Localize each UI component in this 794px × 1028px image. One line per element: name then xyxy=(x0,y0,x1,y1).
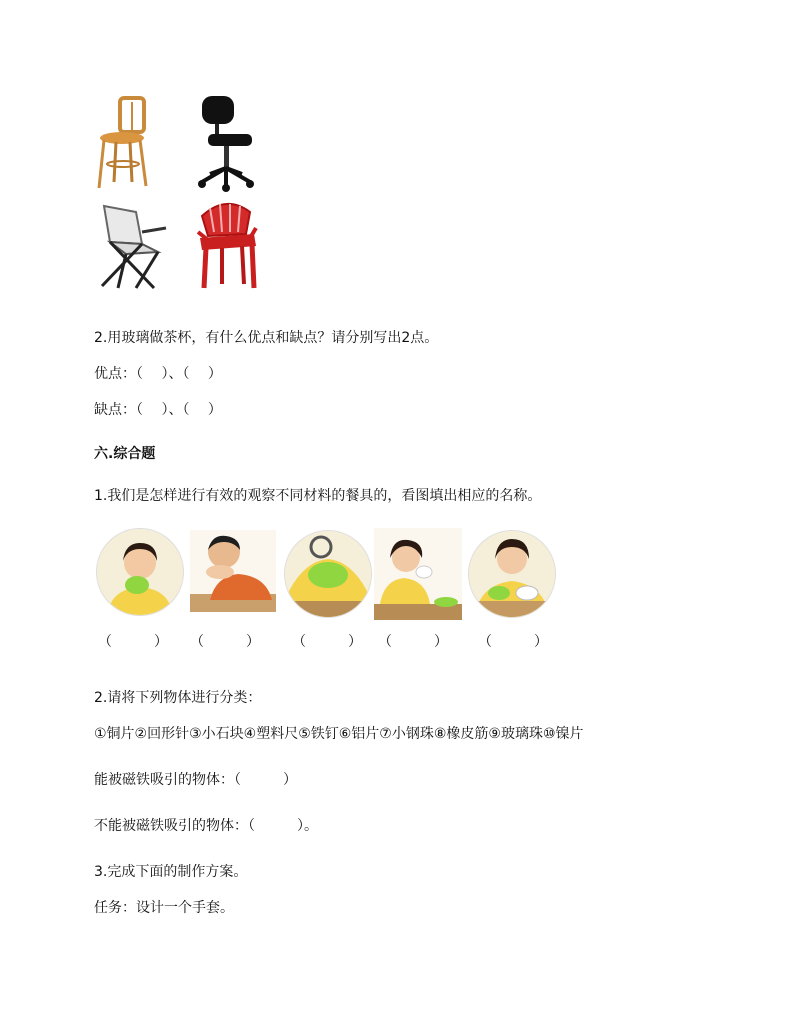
non-magnetic-line: 不能被磁铁吸引的物体：（ ）。 xyxy=(94,818,318,834)
office-chair-image xyxy=(196,94,256,192)
plastic-chair-image xyxy=(196,198,258,290)
observe-photo-compare xyxy=(468,530,556,618)
observe-photo-tap xyxy=(284,530,372,618)
observe-photo-smell xyxy=(190,530,276,612)
plan-question: 3.完成下面的制作方案。 xyxy=(94,864,248,880)
item-list: ①铜片②回形针③小石块④塑料尺⑤铁钉⑥铝片⑦小钢珠⑧橡皮筋⑨玻璃珠⑩镍片 xyxy=(94,726,584,742)
pros-line: 优点：（ ）、（ ） xyxy=(94,366,222,382)
answer-blank-1[interactable]: （ ） xyxy=(98,634,168,650)
answer-blank-5[interactable]: （ ） xyxy=(478,634,548,650)
wooden-chair-image xyxy=(96,96,152,190)
observe-photo-look xyxy=(96,528,184,616)
glass-cup-question: 2.用玻璃做茶杯，有什么优点和缺点？请分别写出2点。 xyxy=(94,330,439,346)
observation-question: 1.我们是怎样进行有效的观察不同材料的餐具的，看图填出相应的名称。 xyxy=(94,488,542,504)
answer-blank-4[interactable]: （ ） xyxy=(378,634,448,650)
cons-line: 缺点：（ ）、（ ） xyxy=(94,402,222,418)
classify-question: 2.请将下列物体进行分类： xyxy=(94,690,262,706)
answer-blank-3[interactable]: （ ） xyxy=(292,634,362,650)
observe-photo-listen xyxy=(374,528,462,620)
magnetic-line: 能被磁铁吸引的物体：（ ） xyxy=(94,772,297,788)
answer-blank-2[interactable]: （ ） xyxy=(190,634,260,650)
section-heading: 六.综合题 xyxy=(94,446,156,462)
folding-chair-image xyxy=(96,202,170,290)
task-line: 任务：设计一个手套。 xyxy=(94,900,234,916)
